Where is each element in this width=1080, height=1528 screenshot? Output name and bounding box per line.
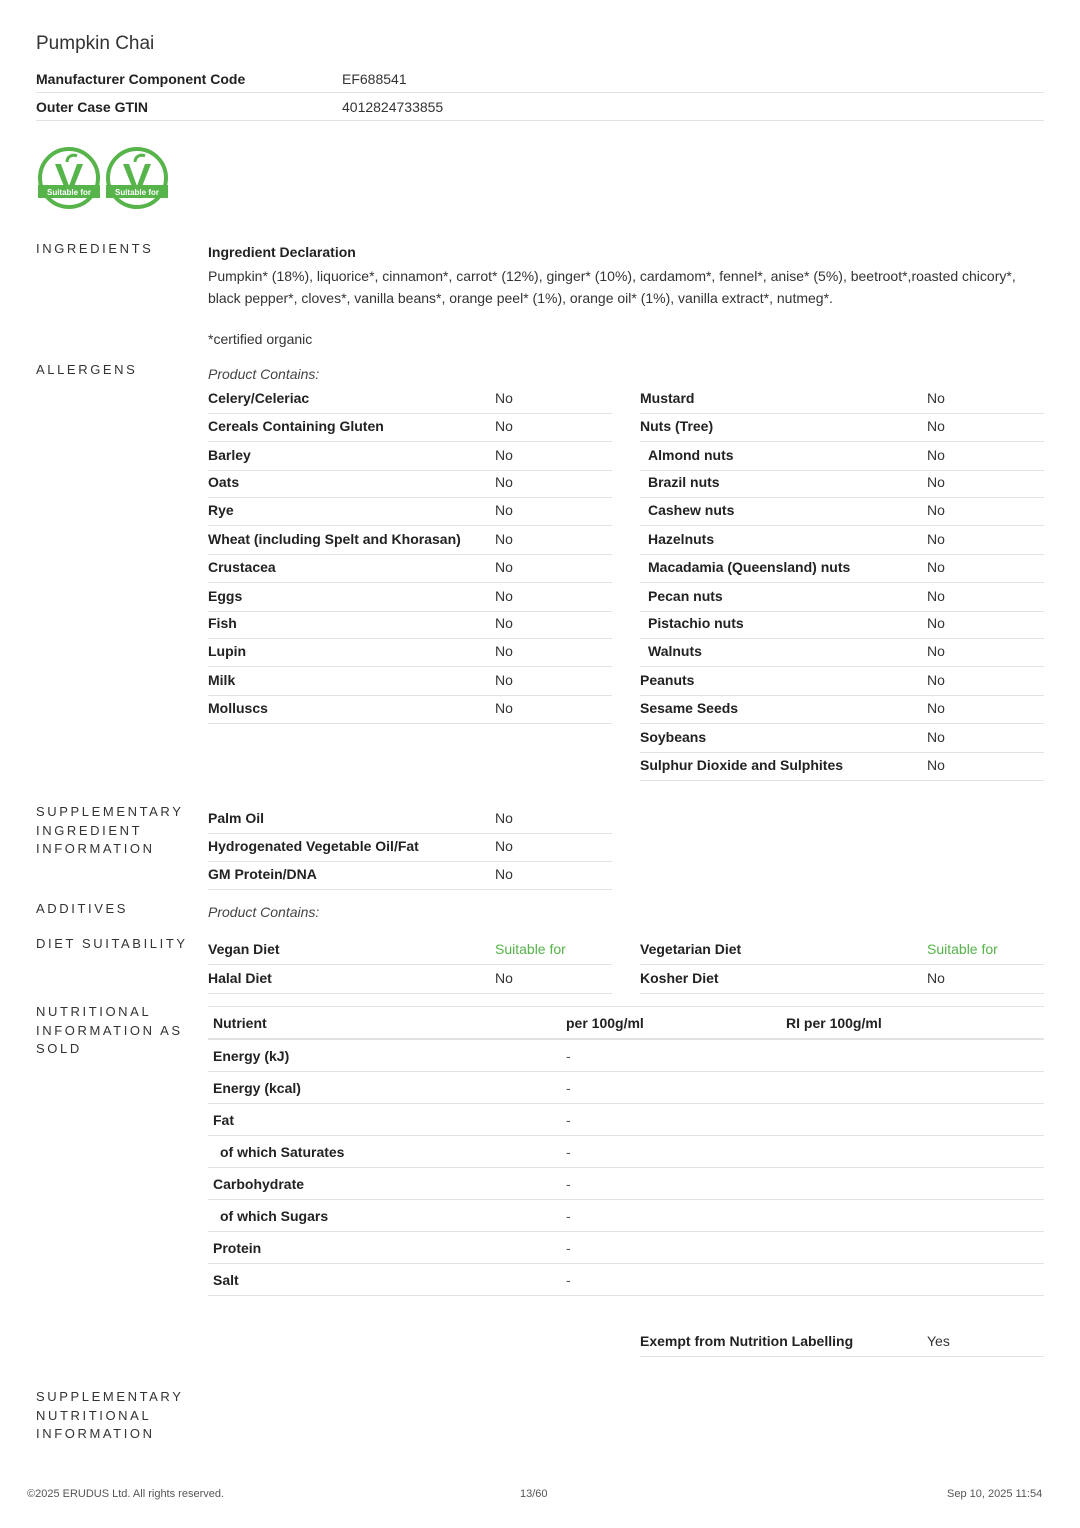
row-value: No (927, 390, 945, 406)
row-value: No (495, 970, 513, 986)
supplementary-ingredient-row (208, 805, 612, 834)
ingredient-declaration-text: Pumpkin* (18%), liquorice*, cinnamon*, carrot* (12%), ginger* (10%), cardamom*, fennel*, anise* (5%), beetroot*,roasted chicory*, black pepper*, cloves*, vanilla beans*, orange peel* (1%), orange oil* (1%), vanilla extract*, nutmeg*. (208, 268, 1016, 306)
allergen-row (208, 667, 612, 696)
vegetarian-v-icon (105, 146, 169, 210)
row-value: No (927, 447, 945, 463)
allergen-row (208, 526, 612, 555)
outer-case-gtin-row (36, 93, 1044, 121)
allergen-row (208, 413, 612, 442)
allergen-row (640, 497, 1044, 526)
diet-suitability-section-label: DIET SUITABILITY (36, 936, 188, 951)
nutrition-table (208, 1006, 1044, 1296)
supplementary-ingredient-row (208, 861, 612, 890)
per-100g-header: per 100g/ml (566, 1015, 644, 1031)
nutrition-row (208, 1040, 1044, 1072)
row-value: No (495, 866, 513, 882)
row-label: Manufacturer Component Code (36, 71, 246, 87)
row-label: Cashew nuts (648, 502, 735, 518)
nutrient-name: Energy (kJ) (213, 1048, 290, 1064)
allergen-row (640, 638, 1044, 667)
row-label: Walnuts (648, 643, 702, 659)
nutrient-value: - (566, 1048, 571, 1064)
row-value: No (495, 502, 513, 518)
row-value: No (927, 970, 945, 986)
allergen-row (640, 695, 1044, 724)
row-label: Wheat (including Spelt and Khorasan) (208, 531, 461, 547)
nutrient-name: Carbohydrate (213, 1176, 305, 1192)
nutrition-header-row (208, 1007, 1044, 1040)
diet-row (208, 936, 612, 965)
row-value: EF688541 (342, 71, 407, 87)
nutrient-value: - (566, 1144, 571, 1160)
allergen-row (640, 526, 1044, 555)
row-value: No (927, 531, 945, 547)
nutrient-value: - (566, 1240, 571, 1256)
nutrient-value: - (566, 1176, 571, 1192)
allergen-row (208, 442, 612, 471)
row-label: Celery/Celeriac (208, 390, 310, 406)
allergen-row (208, 385, 612, 414)
row-value: No (927, 672, 945, 688)
row-label: Milk (208, 672, 236, 688)
allergen-row (640, 385, 1044, 414)
row-value: No (927, 474, 945, 490)
nutrient-name: Protein (213, 1240, 262, 1256)
row-value: No (927, 643, 945, 659)
row-value: No (927, 700, 945, 716)
allergen-row (640, 667, 1044, 696)
row-label: Kosher Diet (640, 970, 719, 986)
nutrient-name: Fat (213, 1112, 234, 1128)
nutrient-value: - (566, 1208, 571, 1224)
row-value: No (927, 559, 945, 575)
allergen-row (640, 583, 1044, 612)
row-label: Eggs (208, 588, 243, 604)
badge-caption: Suitable for (46, 188, 92, 197)
row-value: No (927, 729, 945, 745)
allergens-section-label: ALLERGENS (36, 362, 138, 377)
nutrition-row (208, 1264, 1044, 1296)
allergen-row (640, 413, 1044, 442)
row-label: Exempt from Nutrition Labelling (640, 1333, 854, 1349)
row-value: No (927, 757, 945, 773)
row-label: Hydrogenated Vegetable Oil/Fat (208, 838, 419, 854)
row-value: No (495, 615, 513, 631)
nutrient-name: of which Sugars (220, 1208, 329, 1224)
row-label: Crustacea (208, 559, 276, 575)
diet-row (208, 965, 612, 994)
nutrient-name: Salt (213, 1272, 239, 1288)
row-label: Pistachio nuts (648, 615, 744, 631)
row-value: No (927, 615, 945, 631)
row-value: No (495, 447, 513, 463)
row-label: GM Protein/DNA (208, 866, 317, 882)
nutrition-row (208, 1200, 1044, 1232)
row-label: Rye (208, 502, 234, 518)
nutrition-row (208, 1168, 1044, 1200)
row-value: Suitable for (495, 941, 566, 957)
row-value: No (495, 672, 513, 688)
allergen-row (640, 442, 1044, 471)
nutrition-row (208, 1072, 1044, 1104)
nutrient-value: - (566, 1112, 571, 1128)
badge-caption: Suitable for (114, 188, 160, 197)
ingredients-section-label: INGREDIENTS (36, 241, 154, 256)
row-value: No (927, 502, 945, 518)
row-label: Molluscs (208, 700, 268, 716)
vegan-v-icon (37, 146, 101, 210)
allergen-row (208, 695, 612, 724)
allergen-row (640, 610, 1044, 639)
row-value: 4012824733855 (342, 99, 444, 115)
row-value: No (927, 418, 945, 434)
row-value: No (495, 810, 513, 826)
allergens-contains-label: Product Contains: (208, 366, 320, 382)
row-label: Peanuts (640, 672, 695, 688)
supplementary-ingredient-row (208, 833, 612, 862)
row-value: No (495, 531, 513, 547)
nutrition-row (208, 1136, 1044, 1168)
supplementary-nutritional-section-label: SUPPLEMENTARY NUTRITIONAL INFORMATION (36, 1389, 184, 1441)
row-label: Macadamia (Queensland) nuts (648, 559, 851, 575)
row-label: Outer Case GTIN (36, 99, 149, 115)
manufacturer-code-row (36, 65, 1044, 93)
allergen-row (208, 469, 612, 498)
allergen-row (640, 724, 1044, 753)
row-value: No (495, 643, 513, 659)
supplementary-ingredient-section-label: SUPPLEMENTARY INGREDIENT INFORMATION (36, 804, 184, 856)
allergen-row (208, 638, 612, 667)
row-label: Almond nuts (648, 447, 734, 463)
allergen-row (208, 554, 612, 583)
allergen-row (208, 497, 612, 526)
row-label: Fish (208, 615, 237, 631)
diet-row (640, 965, 1044, 994)
row-label: Hazelnuts (648, 531, 715, 547)
row-label: Barley (208, 447, 251, 463)
nutrition-row (208, 1232, 1044, 1264)
certified-organic-note: *certified organic (208, 331, 313, 347)
additives-contains-label: Product Contains: (208, 904, 320, 920)
row-value: No (927, 588, 945, 604)
nutrient-header: Nutrient (213, 1015, 267, 1031)
allergen-row (640, 469, 1044, 498)
row-label: Vegetarian Diet (640, 941, 742, 957)
ri-per-100g-header: RI per 100g/ml (786, 1015, 882, 1031)
nutrient-value: - (566, 1080, 571, 1096)
row-value: Yes (927, 1333, 950, 1349)
row-label: Cereals Containing Gluten (208, 418, 384, 434)
row-label: Nuts (Tree) (640, 418, 714, 434)
row-value: No (495, 418, 513, 434)
row-label: Pecan nuts (648, 588, 723, 604)
row-label: Brazil nuts (648, 474, 720, 490)
product-title: Pumpkin Chai (36, 33, 155, 54)
row-label: Sulphur Dioxide and Sulphites (640, 757, 844, 773)
nutritional-info-section-label: NUTRITIONAL INFORMATION AS SOLD (36, 1004, 183, 1056)
row-label: Mustard (640, 390, 695, 406)
additives-section-label: ADDITIVES (36, 901, 129, 916)
allergen-row (208, 583, 612, 612)
footer-date: Sep 10, 2025 11:54 (947, 1488, 1043, 1500)
allergen-row (640, 752, 1044, 781)
row-label: Sesame Seeds (640, 700, 739, 716)
nutrition-row (208, 1104, 1044, 1136)
row-value: No (495, 474, 513, 490)
row-value: No (495, 700, 513, 716)
allergen-row (640, 554, 1044, 583)
row-value: No (495, 588, 513, 604)
row-value: No (495, 390, 513, 406)
footer-page-number: 13/60 (520, 1488, 548, 1500)
row-value: No (495, 838, 513, 854)
row-label: Halal Diet (208, 970, 272, 986)
row-label: Oats (208, 474, 240, 490)
row-label: Vegan Diet (208, 941, 280, 957)
row-value: Suitable for (927, 941, 998, 957)
exempt-nutrition-row (640, 1328, 1044, 1357)
footer-copyright: ©2025 ERUDUS Ltd. All rights reserved. (27, 1488, 225, 1500)
ingredient-declaration-heading: Ingredient Declaration (208, 244, 356, 260)
row-label: Lupin (208, 643, 247, 659)
nutrition-body (208, 1040, 1044, 1296)
allergen-row (208, 610, 612, 639)
row-label: Soybeans (640, 729, 707, 745)
row-value: No (495, 559, 513, 575)
diet-row (640, 936, 1044, 965)
nutrient-name: of which Saturates (220, 1144, 345, 1160)
nutrient-name: Energy (kcal) (213, 1080, 301, 1096)
row-label: Palm Oil (208, 810, 265, 826)
nutrient-value: - (566, 1272, 571, 1288)
